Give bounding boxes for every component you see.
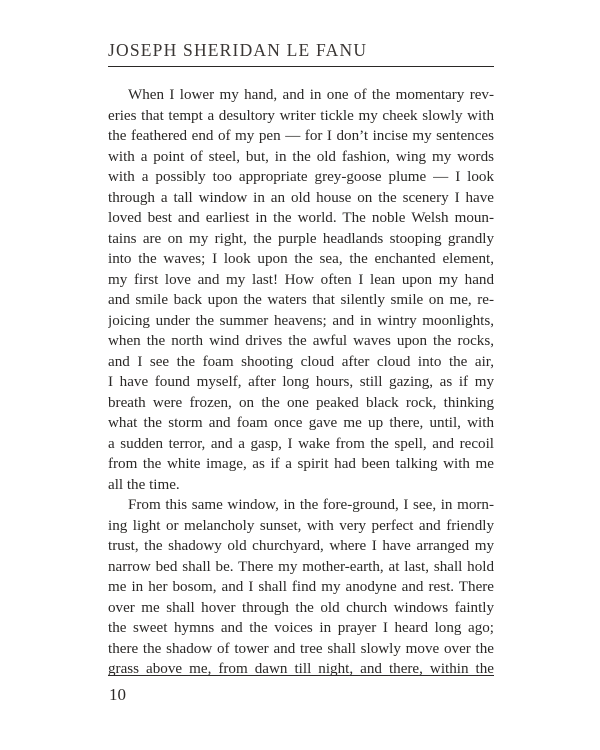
- text-line: the feathered end of my pen — for I don’t incise my sentences: [108, 128, 494, 144]
- text-line: narrow bed shall be. There my mother-earth, at last, shall hold: [108, 558, 494, 575]
- text-line: loved best and earliest in the world. The noble Welsh moun-: [108, 210, 494, 226]
- text-line: ing light or melancholy sunset, with very perfect and friendly: [108, 517, 494, 534]
- text-line: I have found myself, after long hours, still gazing, as if my: [108, 374, 494, 390]
- text-line: my first love and my last! How often I lean upon my hand: [108, 271, 494, 288]
- text-line: the sweet hymns and the voices in prayer I heard long ago;: [108, 620, 494, 636]
- text-line: there the shadow of tower and tree shall slowly move over the: [108, 640, 494, 657]
- text-line: and I see the foam shooting cloud after cloud into the air,: [108, 353, 494, 370]
- text-line: with a possibly too appropriate grey-goose plume — I look: [108, 169, 494, 185]
- text-line: From this same window, in the fore-ground, I see, in morn-: [128, 497, 494, 513]
- text-line: all the time.: [108, 476, 180, 493]
- text-line: a sudden terror, and a gasp, I wake from the spell, and recoil: [108, 435, 494, 452]
- text-line: grass above me, from dawn till night, and there, within the: [108, 661, 494, 677]
- running-head: JOSEPH SHERIDAN LE FANU: [108, 40, 368, 60]
- text-line: me in her bosom, and I shall find my anodyne and rest. There: [108, 579, 494, 595]
- body-text: [108, 85, 494, 680]
- text-line: into the waves; I look upon the sea, the enchanted element,: [108, 251, 494, 267]
- text-line: eries that tempt a desultory writer tickle my cheek slowly with: [108, 107, 494, 124]
- text-line: through a tall window in an old house on the scenery I have: [108, 189, 494, 206]
- paragraph: [108, 85, 494, 495]
- text-line: when the north wind drives the awful waves upon the rocks,: [108, 333, 494, 349]
- text-line: tains are on my right, the purple headlands stooping grandly: [108, 230, 494, 247]
- text-line: and smile back upon the waters that silently smile on me, re-: [108, 292, 494, 308]
- text-line: breath were frozen, on the one peaked black rock, thinking: [108, 394, 494, 411]
- paragraph: [108, 495, 494, 680]
- text-line: When I lower my hand, and in one of the momentary rev-: [128, 87, 494, 103]
- text-line: what the storm and foam once gave me up there, until, with: [108, 415, 494, 431]
- page-number: 10: [109, 685, 126, 704]
- header-rule: [108, 66, 494, 67]
- text-line: joicing under the summer heavens; and in wintry moonlights,: [108, 312, 494, 329]
- text-line: trust, the shadowy old churchyard, where I have arranged my: [108, 538, 494, 554]
- text-line: from the white image, as if a spirit had been talking with me: [108, 456, 494, 472]
- text-line: over me shall hover through the old church windows faintly: [108, 599, 494, 616]
- footer-rule: [108, 675, 494, 676]
- text-line: with a point of steel, but, in the old fashion, wing my words: [108, 148, 494, 165]
